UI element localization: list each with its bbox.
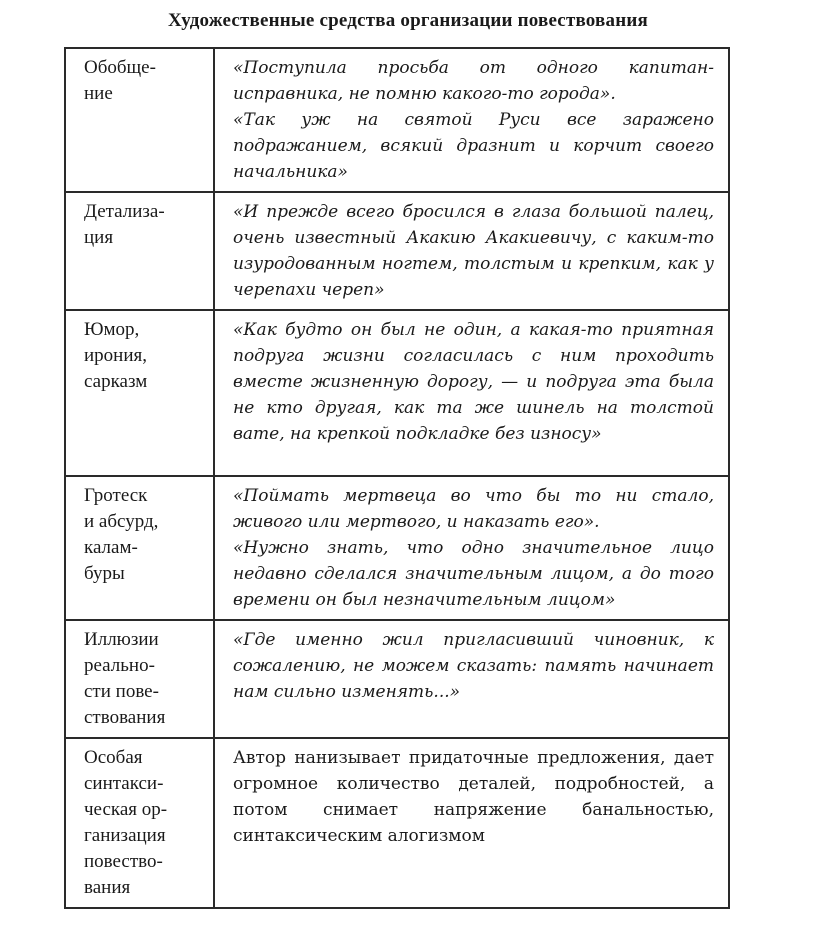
- term-line: Детализа-: [84, 201, 165, 222]
- example-cell: [214, 192, 729, 310]
- description-text: Автор нанизывает придаточные предложения, дает огромное количество деталей, подробностей, а потом снимает напряжение банальностью, синтаксическим алогизмом: [233, 748, 714, 846]
- term-line: буры: [84, 563, 125, 584]
- table-row: [65, 192, 729, 310]
- example-quote: «Как будто он был не один, а какая-то приятная подруга жизни согласилась с ним проходить вместе жизненную дорогу, — и подруга эта была не кто другая, как та же шинель на толстой вате, на крепкой подкладке без износу»: [233, 320, 714, 444]
- example-cell: [214, 476, 729, 620]
- term-line: сти пове-: [84, 681, 159, 702]
- term-text: [66, 621, 213, 737]
- example-text: [215, 621, 728, 711]
- term-line: ческая ор-: [84, 799, 168, 820]
- term-line: Иллюзии: [84, 629, 159, 650]
- term-line: Особая: [84, 747, 143, 768]
- example-quote: «Поступила просьба от одного капитан-исправника, не помню какого-то города».: [233, 58, 714, 104]
- term-line: синтакси-: [84, 773, 164, 794]
- example-text: [215, 739, 728, 855]
- term-text: [66, 49, 213, 113]
- term-cell: [65, 310, 214, 476]
- term-line: реально-: [84, 655, 155, 676]
- table-row: [65, 476, 729, 620]
- term-line: сарказм: [84, 371, 148, 392]
- example-quote: «Поймать мертвеца во что бы то ни стало, живого или мертвого, и наказать его».: [233, 486, 714, 532]
- table-row: [65, 48, 729, 192]
- term-line: калам-: [84, 537, 138, 558]
- example-text: [215, 311, 728, 453]
- term-line: ирония,: [84, 345, 147, 366]
- example-text: [215, 193, 728, 309]
- term-cell: [65, 192, 214, 310]
- term-line: Обобще-: [84, 57, 156, 78]
- term-cell: [65, 620, 214, 738]
- term-line: Гротеск: [84, 485, 148, 506]
- term-line: Юмор,: [84, 319, 140, 340]
- example-text: [215, 49, 728, 191]
- example-cell: [214, 310, 729, 476]
- term-line: и абсурд,: [84, 511, 159, 532]
- term-text: [66, 477, 213, 593]
- example-quote: «И прежде всего бросился в глаза большой палец, очень известный Акакию Акакиевичу, с каким-то изуродованным ногтем, толстым и крепким, как у черепахи череп»: [233, 202, 714, 300]
- term-line: ганизация: [84, 825, 166, 846]
- term-cell: [65, 476, 214, 620]
- term-text: [66, 311, 213, 401]
- term-text: [66, 193, 213, 257]
- table-row: [65, 738, 729, 908]
- page-title: Художественные средства организации повествования: [168, 10, 648, 31]
- example-cell: [214, 738, 729, 908]
- term-text: [66, 739, 213, 907]
- table-row: [65, 620, 729, 738]
- example-quote: «Где именно жил пригласивший чиновник, к сожалению, не можем сказать: память начинает нам сильно изменять...»: [233, 630, 714, 702]
- term-line: ствования: [84, 707, 166, 728]
- term-line: ция: [84, 227, 114, 248]
- term-cell: [65, 48, 214, 192]
- example-cell: [214, 48, 729, 192]
- example-quote: «Нужно знать, что одно значительное лицо недавно сделался значительным лицом, а до того времени он был незначительным лицом»: [233, 538, 714, 610]
- table-row: [65, 310, 729, 476]
- term-line: вания: [84, 877, 131, 898]
- term-line: ние: [84, 83, 113, 104]
- example-cell: [214, 620, 729, 738]
- term-line: повество-: [84, 851, 163, 872]
- narrative-devices-table: [64, 47, 730, 909]
- term-cell: [65, 738, 214, 908]
- example-text: [215, 477, 728, 619]
- example-quote: «Так уж на святой Руси все заражено подражанием, всякий дразнит и корчит своего начальника»: [233, 110, 714, 182]
